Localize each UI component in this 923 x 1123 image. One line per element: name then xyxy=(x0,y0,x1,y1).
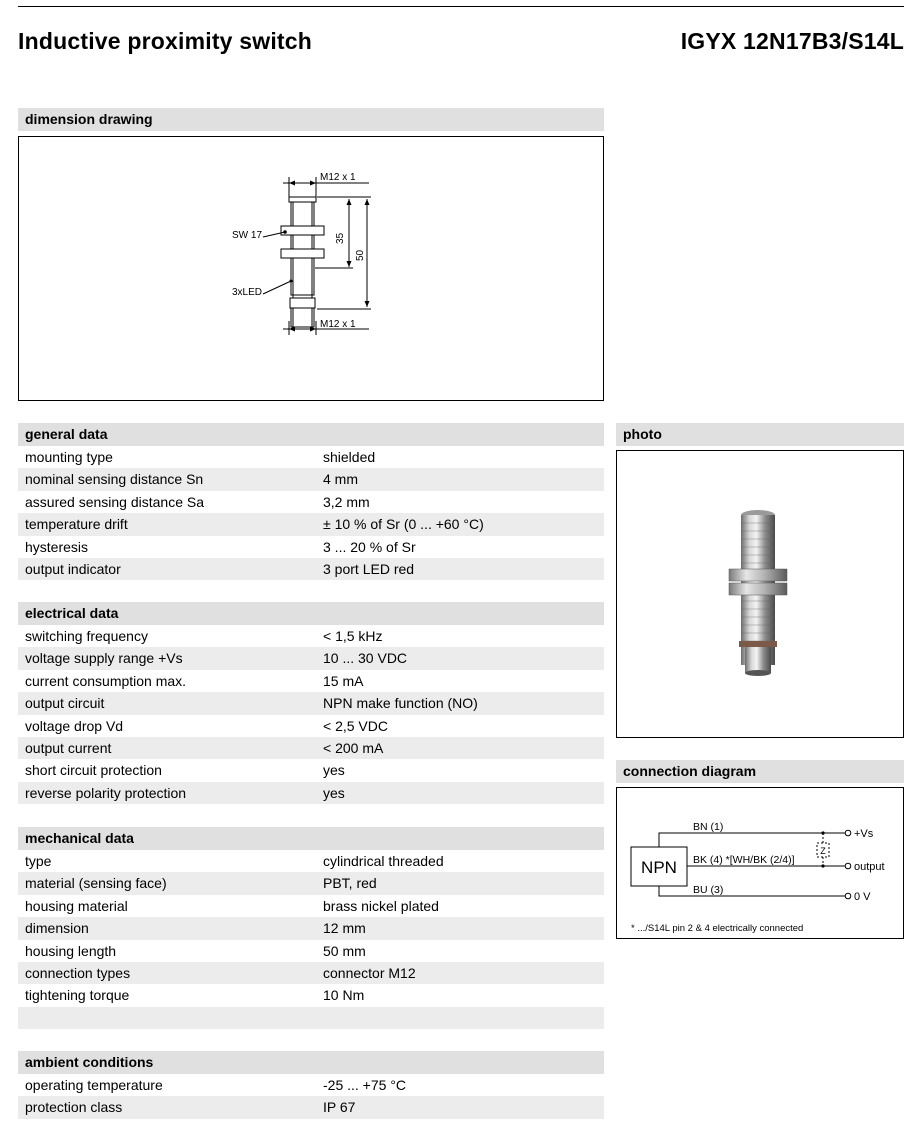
table-row xyxy=(18,872,604,894)
table-row xyxy=(18,513,604,535)
dimension-drawing-heading: dimension drawing xyxy=(18,108,604,131)
row-label: switching frequency xyxy=(25,628,148,644)
row-value: PBT, red xyxy=(323,875,377,892)
table-row xyxy=(18,558,604,580)
table-row xyxy=(18,1007,604,1029)
row-label: reverse polarity protection xyxy=(25,784,187,801)
page-title: Inductive proximity switch xyxy=(18,28,313,54)
bn-wire-label: BN (1) xyxy=(693,821,724,833)
row-value: cylindrical threaded xyxy=(323,853,444,869)
row-value: ± 10 % of Sr (0 ... +60 °C) xyxy=(323,516,484,533)
table-row xyxy=(18,940,604,962)
row-label: output current xyxy=(25,739,112,756)
row-value: connector M12 xyxy=(323,964,416,981)
table-row xyxy=(18,1074,604,1096)
table-row xyxy=(18,759,604,781)
ambient-conditions-heading: ambient conditions xyxy=(18,1051,604,1074)
ambient-conditions-table xyxy=(18,1074,604,1119)
row-value: < 2,5 VDC xyxy=(323,717,388,734)
bu-wire-label: BU (3) xyxy=(693,884,724,896)
row-value: 4 mm xyxy=(323,471,358,488)
sensor-photo xyxy=(617,451,903,737)
table-row xyxy=(18,468,604,490)
row-label: material (sensing face) xyxy=(25,875,167,892)
led-label: 3xLED xyxy=(232,287,263,298)
total-length-label: 50 xyxy=(355,249,366,261)
row-label: tightening torque xyxy=(25,987,130,1004)
table-row xyxy=(18,895,604,917)
row-label: assured sensing distance Sa xyxy=(25,493,204,510)
row-label: connection types xyxy=(25,964,131,981)
table-row xyxy=(18,917,604,939)
row-value: 50 mm xyxy=(323,942,366,959)
npn-label: NPN xyxy=(641,858,677,877)
general-data-heading: general data xyxy=(18,423,604,446)
row-value: 15 mA xyxy=(323,672,364,689)
vs-terminal-label: +Vs xyxy=(854,828,874,840)
row-value: < 1,5 kHz xyxy=(323,628,383,644)
row-value: yes xyxy=(323,762,345,779)
row-value: 12 mm xyxy=(323,920,366,937)
thread-length-label: 35 xyxy=(335,232,346,244)
electrical-data-table xyxy=(18,625,604,804)
table-row xyxy=(18,446,604,468)
row-label: output circuit xyxy=(25,695,105,712)
row-label: housing material xyxy=(25,897,128,914)
connection-note: * .../S14L pin 2 & 4 electrically connected xyxy=(631,923,804,934)
table-row xyxy=(18,782,604,804)
table-row xyxy=(18,536,604,558)
table-row xyxy=(18,850,604,872)
table-row xyxy=(18,625,604,647)
table-row xyxy=(18,670,604,692)
row-label: protection class xyxy=(25,1099,123,1116)
dimension-drawing-frame xyxy=(18,136,604,401)
table-row xyxy=(18,647,604,669)
table-row xyxy=(18,1096,604,1118)
row-label: current consumption max. xyxy=(25,672,187,689)
thread-bottom-label: M12 x 1 xyxy=(320,319,356,330)
general-data-table xyxy=(18,446,604,580)
thread-top-label: M12 x 1 xyxy=(320,172,356,183)
row-label: output indicator xyxy=(25,560,121,577)
connection-diagram-heading: connection diagram xyxy=(616,760,904,783)
row-value: yes xyxy=(323,784,345,801)
connection-diagram-svg xyxy=(617,788,903,938)
table-row xyxy=(18,984,604,1006)
connection-diagram-frame xyxy=(616,787,904,939)
table-row xyxy=(18,737,604,759)
bk-wire-label: BK (4) *[WH/BK (2/4)] xyxy=(693,854,795,866)
row-value: 10 ... 30 VDC xyxy=(323,650,408,667)
row-value: < 200 mA xyxy=(323,739,384,756)
dimension-drawing-svg xyxy=(19,137,603,400)
output-terminal-label: output xyxy=(854,861,885,873)
row-value: 3 ... 20 % of Sr xyxy=(323,538,416,555)
photo-frame xyxy=(616,450,904,738)
row-label: mounting type xyxy=(25,449,113,465)
photo-heading: photo xyxy=(616,423,904,446)
table-row xyxy=(18,692,604,714)
row-label: housing length xyxy=(25,942,117,959)
electrical-data-heading: electrical data xyxy=(18,602,604,625)
row-label: voltage drop Vd xyxy=(25,717,124,734)
row-value: brass nickel plated xyxy=(323,897,439,914)
table-row xyxy=(18,491,604,513)
mechanical-data-table xyxy=(18,850,604,1029)
row-label: short circuit protection xyxy=(25,762,162,779)
row-label: nominal sensing distance Sn xyxy=(25,471,204,488)
row-value: 3,2 mm xyxy=(323,493,370,510)
row-label: operating temperature xyxy=(25,1077,163,1093)
row-label: hysteresis xyxy=(25,538,89,555)
row-label: voltage supply range +Vs xyxy=(25,650,183,667)
row-label: temperature drift xyxy=(25,516,128,533)
table-row xyxy=(18,715,604,737)
row-value: NPN make function (NO) xyxy=(323,695,478,712)
table-row xyxy=(18,962,604,984)
model-number: IGYX 12N17B3/S14L xyxy=(680,28,904,54)
row-value: 3 port LED red xyxy=(323,560,415,577)
row-value: IP 67 xyxy=(323,1099,356,1116)
load-z-label: Z xyxy=(820,846,826,856)
row-value: -25 ... +75 °C xyxy=(323,1077,407,1093)
wrench-size-label: SW 17 xyxy=(232,230,263,241)
row-value: 10 Nm xyxy=(323,987,365,1004)
row-value: shielded xyxy=(323,449,376,465)
top-rule xyxy=(18,6,904,7)
row-label: type xyxy=(25,853,52,869)
row-label: dimension xyxy=(25,920,89,937)
mechanical-data-heading: mechanical data xyxy=(18,827,604,850)
zero-volt-terminal-label: 0 V xyxy=(854,891,871,903)
